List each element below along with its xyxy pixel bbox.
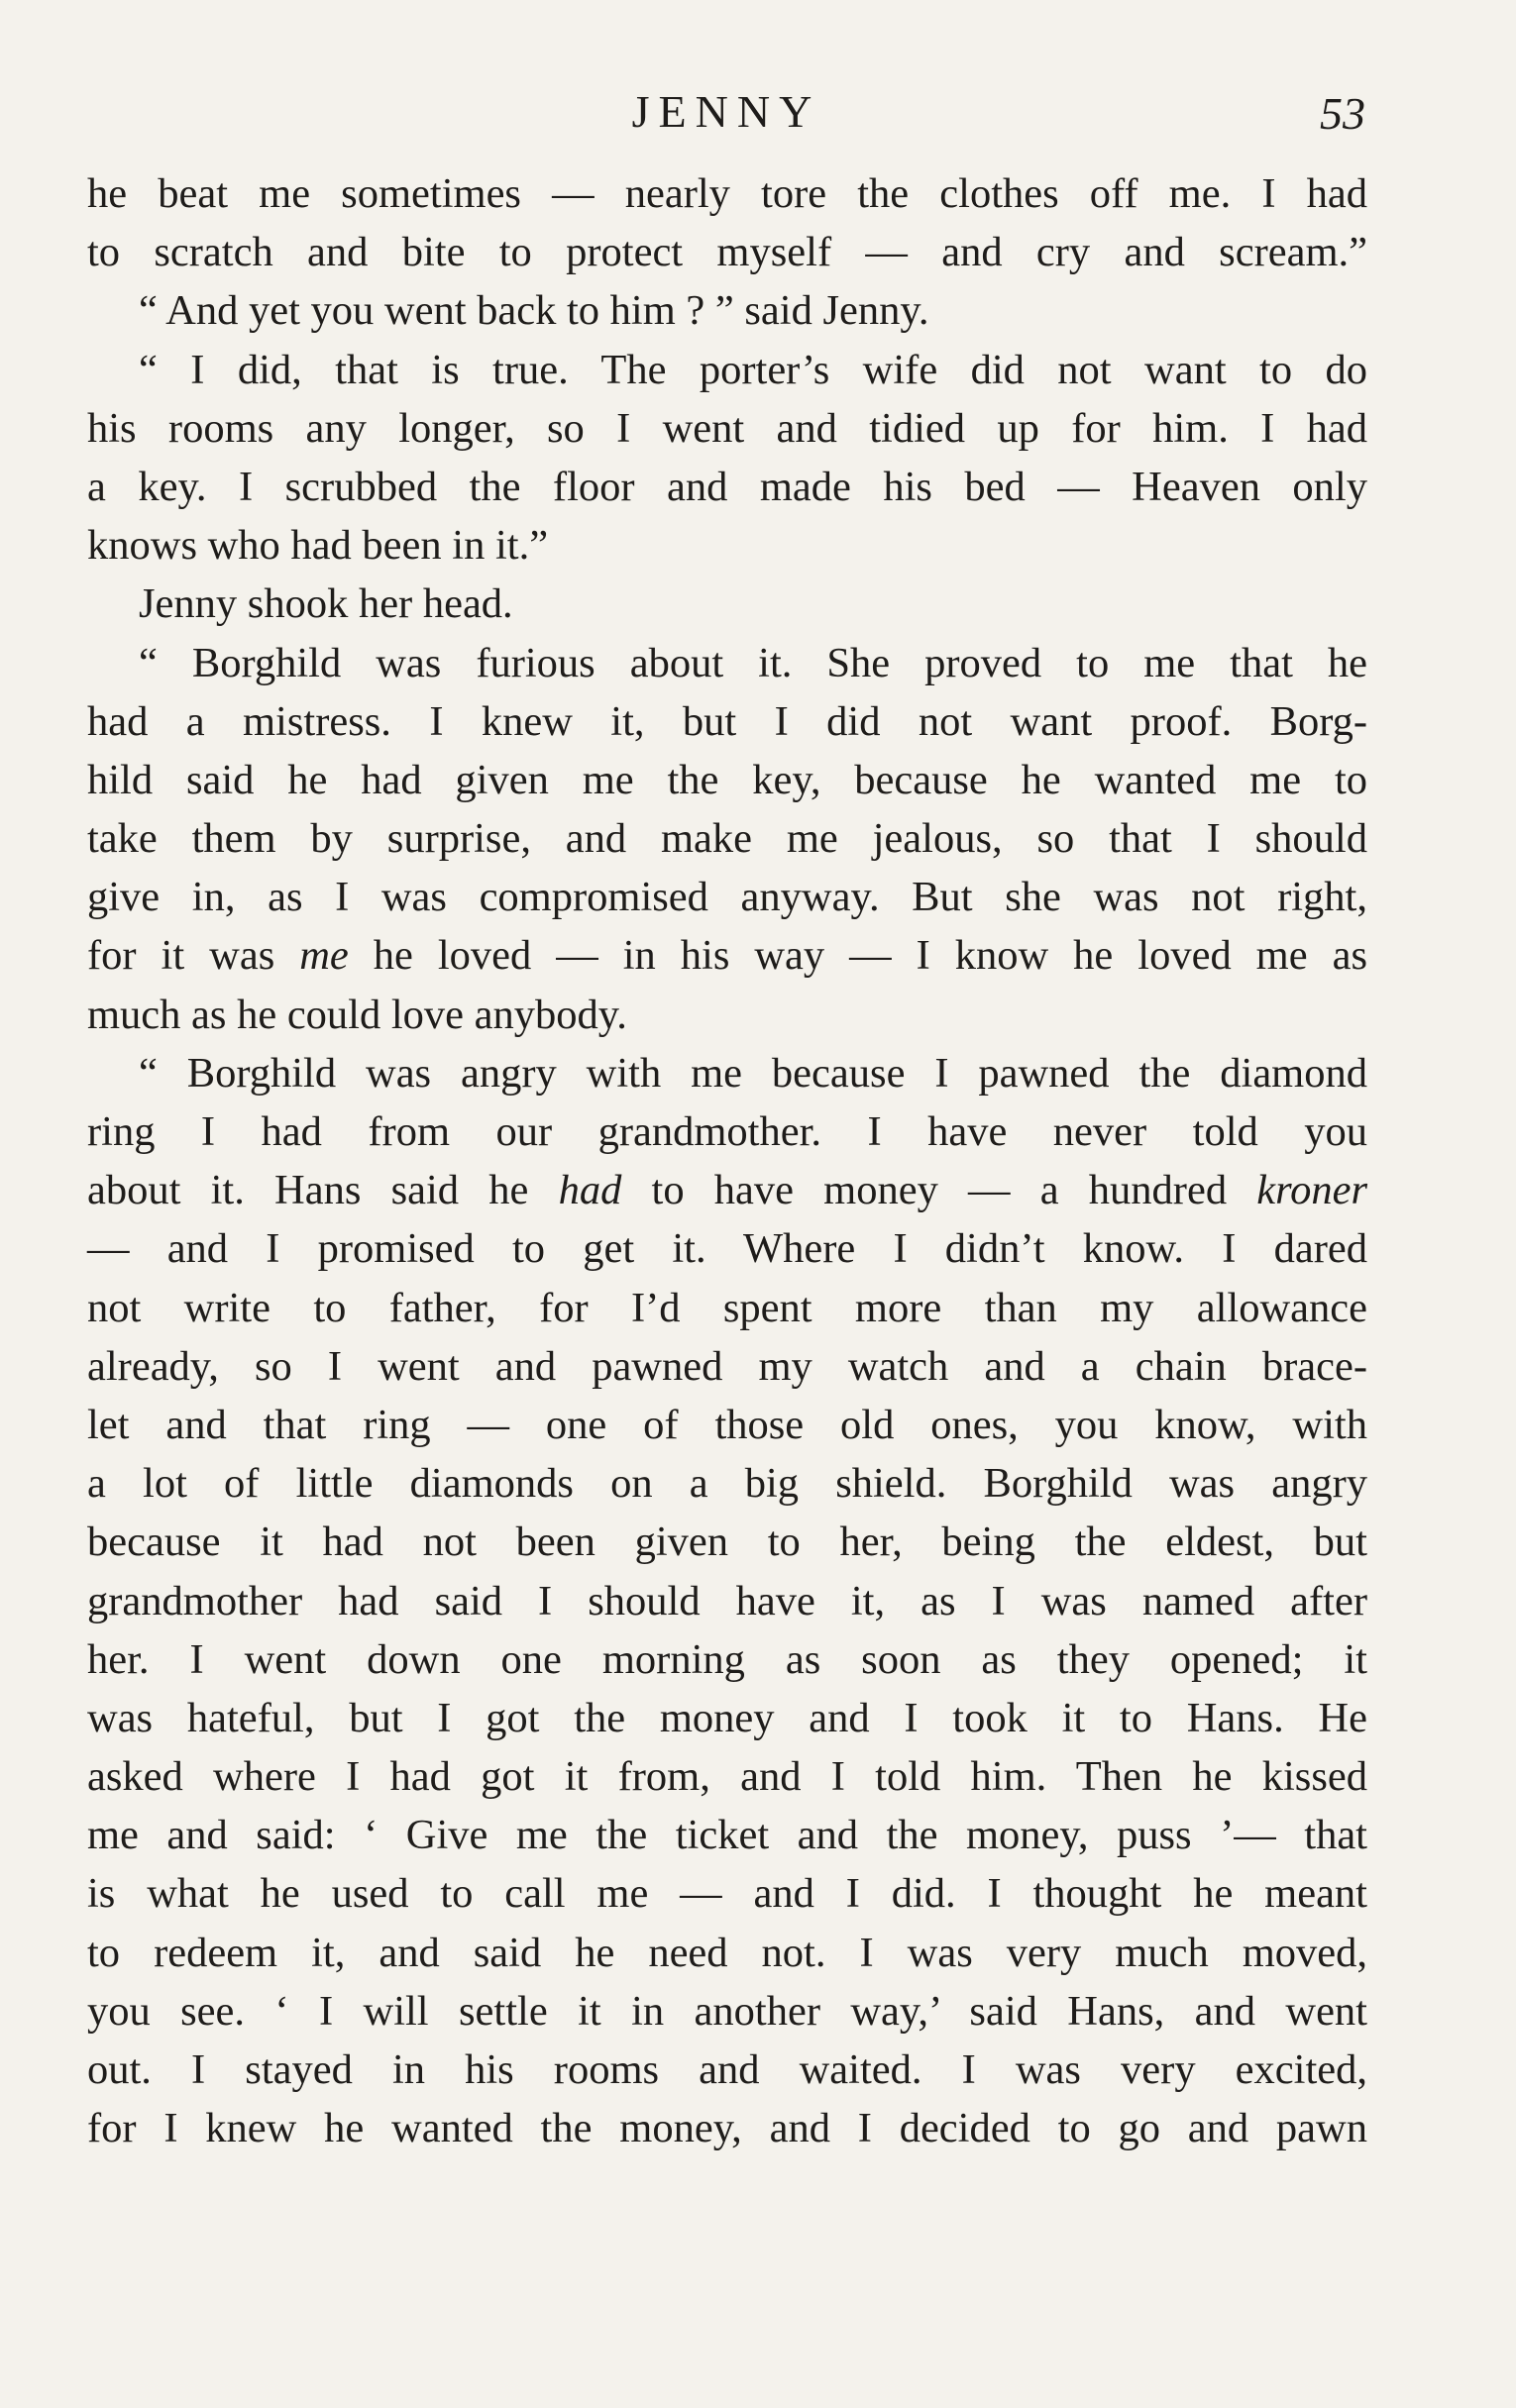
text-line: knows who had been in it.” xyxy=(87,522,549,570)
text-line: Jenny shook her head. xyxy=(139,580,513,628)
text-line: out. I stayed in his rooms and waited. I was very excited, xyxy=(87,2046,1367,2093)
text-line: me and said: ‘ Give me the ticket and the money, puss ’— that xyxy=(87,1812,1367,1859)
text-line: “ I did, that is true. The porter’s wife did not want to do xyxy=(139,346,1367,393)
text-line: “ And yet you went back to him ? ” said Jenny. xyxy=(139,287,929,335)
text-segment: to have money — a hundred xyxy=(621,1167,1257,1214)
italic-text: had xyxy=(558,1167,622,1214)
text-line: his rooms any longer, so I went and tidied up for him. I had xyxy=(87,404,1367,452)
running-title: JENNY xyxy=(631,86,821,137)
text-line: for I knew he wanted the money, and I decided to go and pawn xyxy=(87,2105,1367,2152)
text-line: not write to father, for I’d spent more than my allowance xyxy=(87,1284,1367,1331)
text-line: take them by surprise, and make me jealous, so that I should xyxy=(87,815,1367,863)
text-line: — and I promised to get it. Where I didn’t know. I dared xyxy=(87,1225,1367,1273)
text-line: was hateful, but I got the money and I took it to Hans. He xyxy=(87,1694,1367,1741)
text-segment: for it was xyxy=(87,932,300,980)
text-line: much as he could love anybody. xyxy=(87,991,627,1038)
text-line: already, so I went and pawned my watch and a chain brace- xyxy=(87,1342,1367,1390)
text-line: he beat me sometimes — nearly tore the clothes off me. I had xyxy=(87,170,1367,217)
body-text xyxy=(87,164,1367,2157)
text-line: grandmother had said I should have it, as I was named after xyxy=(87,1577,1367,1624)
text-line: you see. ‘ I will settle it in another way,’ said Hans, and went xyxy=(87,1987,1367,2035)
text-line: “ Borghild was angry with me because I pawned the diamond xyxy=(139,1049,1367,1097)
italic-text: kroner xyxy=(1256,1167,1367,1214)
running-head xyxy=(87,85,1365,145)
text-line: because it had not been given to her, being the eldest, but xyxy=(87,1518,1367,1566)
text-line: her. I went down one morning as soon as they opened; it xyxy=(87,1635,1367,1683)
text-line: give in, as I was compromised anyway. But she was not right, xyxy=(87,874,1367,921)
text-line: hild said he had given me the key, because he wanted me to xyxy=(87,756,1367,803)
text-line: ring I had from our grandmother. I have never told you xyxy=(87,1108,1367,1155)
text-line: “ Borghild was furious about it. She proved to me that he xyxy=(139,639,1367,686)
text-line: to redeem it, and said he need not. I was very much moved, xyxy=(87,1929,1367,1976)
text-line: a key. I scrubbed the floor and made his bed — Heaven only xyxy=(87,463,1367,510)
text-segment: about it. Hans said he xyxy=(87,1167,559,1214)
text-line: let and that ring — one of those old ones, you know, with xyxy=(87,1401,1367,1448)
page-number: 53 xyxy=(1320,88,1365,139)
italic-text: me xyxy=(299,932,349,980)
text-line: a lot of little diamonds on a big shield. Borghild was angry xyxy=(87,1460,1367,1508)
text-line: is what he used to call me — and I did. I thought he meant xyxy=(87,1870,1367,1918)
text-line: to scratch and bite to protect myself — and cry and scream.” xyxy=(87,229,1367,276)
text-line: had a mistress. I knew it, but I did not want proof. Borg- xyxy=(87,697,1367,745)
text-line xyxy=(87,926,1367,985)
text-line xyxy=(87,1161,1367,1219)
text-line: asked where I had got it from, and I told him. Then he kissed xyxy=(87,1753,1367,1801)
text-segment: he loved — in his way — I know he loved me as xyxy=(348,932,1367,980)
